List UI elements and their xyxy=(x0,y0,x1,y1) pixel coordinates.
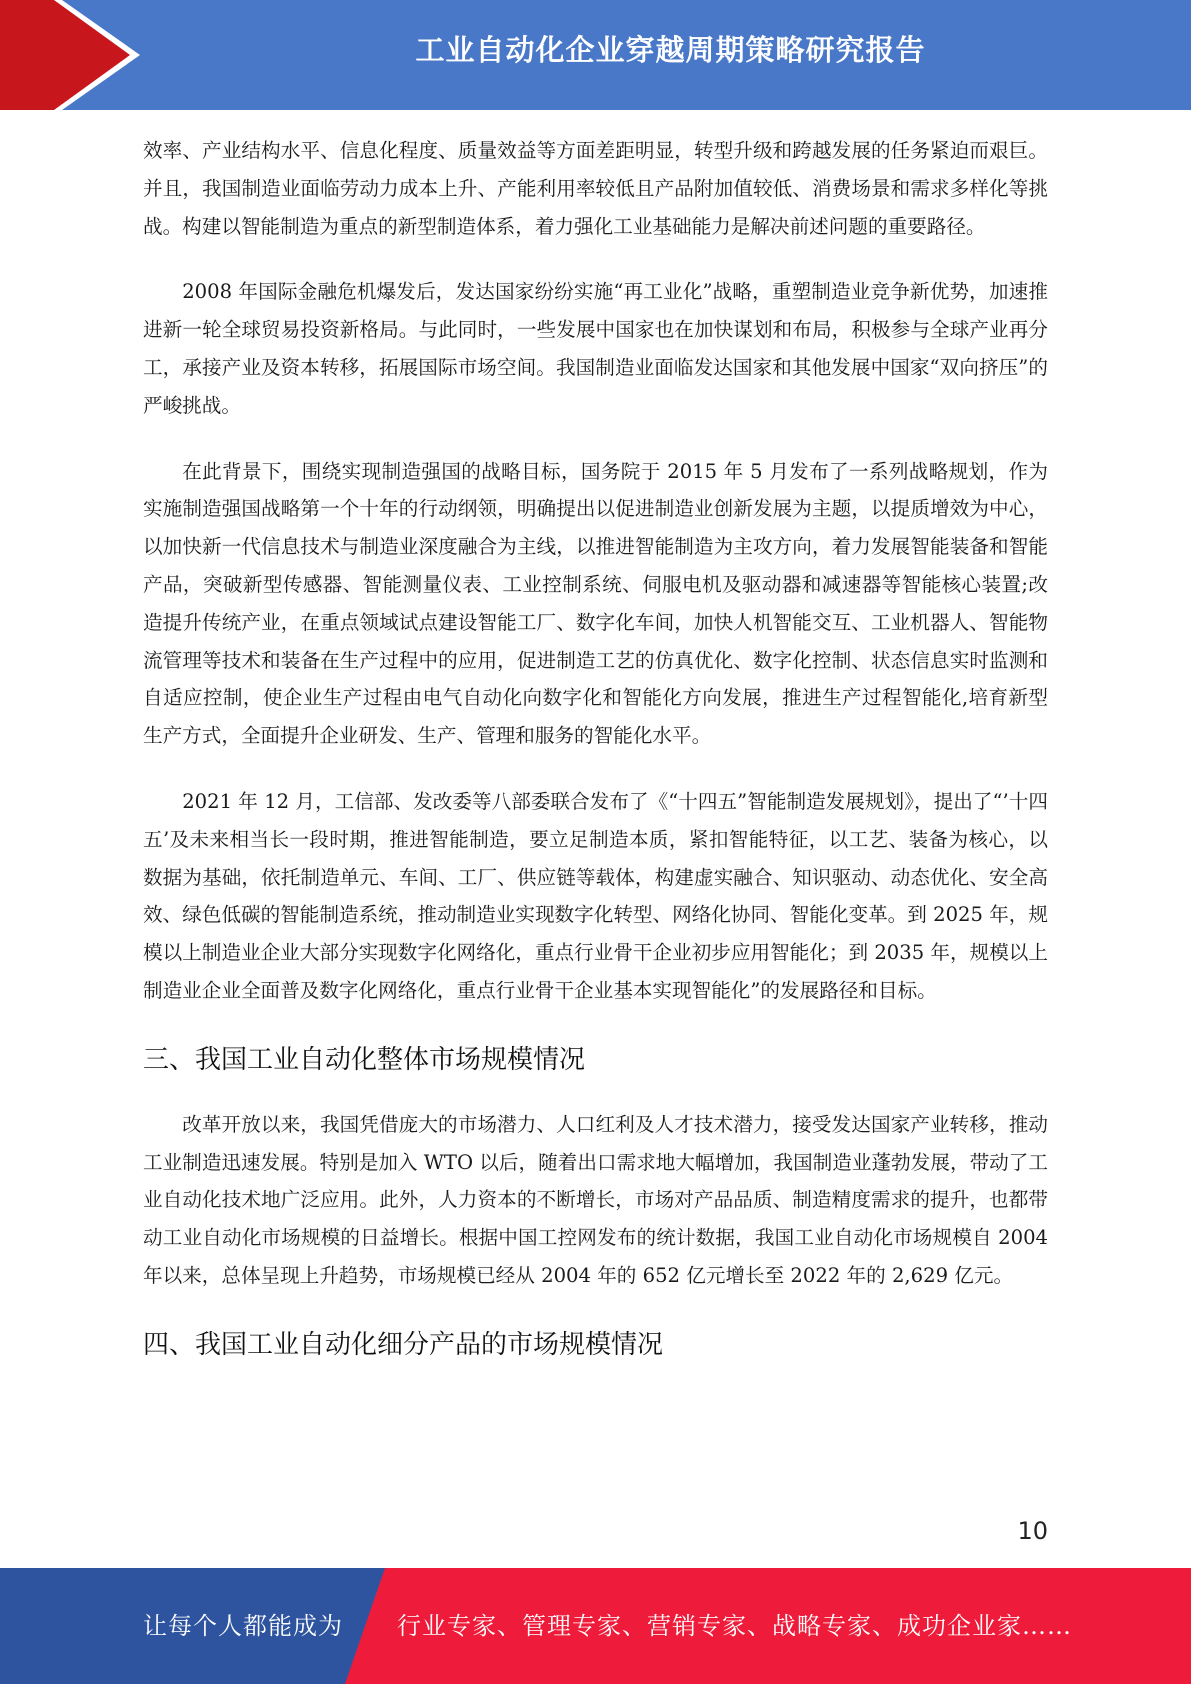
page-content xyxy=(143,132,1048,1391)
paragraph-2: 2008 年国际金融危机爆发后，发达国家纷纷实施“再工业化”战略，重塑制造业竞争新优势，加速推进新一轮全球贸易投资新格局。与此同时，一些发展中国家也在加快谋划和布局，积极参与全球产业再分工，承接产业及资本转移，拓展国际市场空间。我国制造业面临发达国家和其他发展中国家“双向挤压”的严峻挑战。 xyxy=(143,280,1048,417)
section-3-paragraph: 改革开放以来，我国凭借庞大的市场潜力、人口红利及人才技术潜力，接受发达国家产业转移，推动工业制造迅速发展。特别是加入 WTO 以后，随着出口需求地大幅增加，我国制造业蓬勃发展，带动了工业自动化技术地广泛应用。此外，人力资本的不断增长，市场对产品品质、制造精度需求的提升，也都带动工业自动化市场规模的日益增长。根据中国工控网发布的统计数据，我国工业自动化市场规模自 2004 年以来，总体呈现上升趋势，市场规模已经从 2004 年的 652 亿元增长至 2022 年的 2,629 亿元。 xyxy=(143,1112,1048,1287)
paragraph-1: 效率、产业结构水平、信息化程度、质量效益等方面差距明显，转型升级和跨越发展的任务紧迫而艰巨。并且，我国制造业面临劳动力成本上升、产能利用率较低且产品附加值较低、消费场景和需求多样化等挑战。构建以智能制造为重点的新型制造体系，着力强化工业基础能力是解决前述问题的重要路径。 xyxy=(143,139,1048,238)
page-footer xyxy=(0,1568,1191,1684)
footer-slogan-right: 行业专家、管理专家、营销专家、战略专家、成功企业家…… xyxy=(397,1612,1072,1640)
paragraph-3: 在此背景下，围绕实现制造强国的战略目标，国务院于 2015 年 5 月发布了一系列战略规划，作为实施制造强国战略第一个十年的行动纲领，明确提出以促进制造业创新发展为主题，以提质增效为中心，以加快新一代信息技术与制造业深度融合为主线，以推进智能制造为主攻方向，着力发展智能装备和智能产品，突破新型传感器、智能测量仪表、工业控制系统、伺服电机及驱动器和减速器等智能核心装置;改造提升传统产业，在重点领域试点建设智能工厂、数字化车间，加快人机智能交互、工业机器人、智能物流管理等技术和装备在生产过程中的应用，促进制造工艺的仿真优化、数字化控制、状态信息实时监测和自适应控制，使企业生产过程由电气自动化向数字化和智能化方向发展，推进生产过程智能化,培育新型生产方式，全面提升企业研发、生产、管理和服务的智能化水平。 xyxy=(143,459,1048,748)
paragraph-4: 2021 年 12 月，工信部、发改委等八部委联合发布了《“十四五”智能制造发展规划》，提出了“’十四五’及未来相当长一段时期，推进智能制造，要立足制造本质，紧扣智能特征，以工艺、装备为核心，以数据为基础，依托制造单元、车间、工厂、供应链等载体，构建虚实融合、知识驱动、动态优化、安全高效、绿色低碳的智能制造系统，推动制造业实现数字化转型、网络化协同、智能化变革。到 2025 年，规模以上制造业企业大部分实现数字化网络化，重点行业骨干企业初步应用智能化；到 2035 年，规模以上制造业企业全面普及数字化网络化，重点行业骨干企业基本实现智能化”的发展路径和目标。 xyxy=(143,789,1048,1002)
header-chevron-icon xyxy=(0,0,150,110)
page-header xyxy=(0,0,1191,110)
section-4-heading: 四、我国工业自动化细分产品的市场规模情况 xyxy=(143,1329,664,1360)
report-title: 工业自动化企业穿越周期策略研究报告 xyxy=(415,33,926,67)
section-3-heading: 三、我国工业自动化整体市场规模情况 xyxy=(143,1044,586,1075)
footer-slogan-left: 让每个人都能成为 xyxy=(143,1612,343,1640)
page-number: 10 xyxy=(1017,1517,1048,1545)
